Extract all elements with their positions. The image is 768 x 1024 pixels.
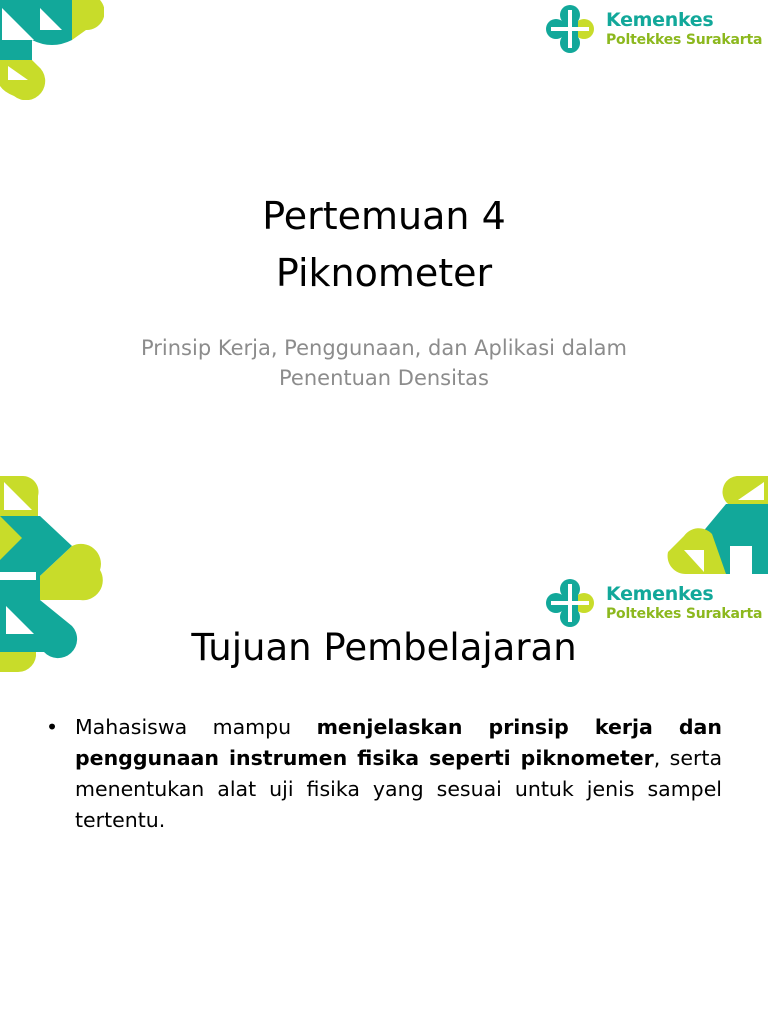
bullet-text-part-2: , serta menentukan alat uji fisika yang sesuai untuk jenis sampel tertentu. bbox=[75, 746, 723, 832]
logo-line-2: Poltekkes Surakarta bbox=[606, 32, 763, 48]
slide-2 bbox=[0, 448, 768, 1024]
decorative-pattern-top-left bbox=[0, 0, 104, 100]
logo-line-2: Poltekkes Surakarta bbox=[606, 606, 763, 622]
slide-title-line-2: Piknometer bbox=[275, 251, 493, 295]
decorative-pattern-right bbox=[664, 476, 768, 576]
bullet-list bbox=[46, 712, 722, 836]
kemenkes-logo-slide-2 bbox=[542, 576, 762, 630]
bullet-text-bold: menjelaskan prinsip kerja dan penggunaan instrumen fisika seperti piknometer bbox=[75, 715, 722, 770]
logo-line-1: Kemenkes bbox=[606, 583, 714, 605]
section-heading: Tujuan Pembelajaran bbox=[191, 626, 577, 669]
bullet-icon: • bbox=[46, 715, 59, 739]
slide-title-line-1: Pertemuan 4 bbox=[262, 194, 506, 238]
slide-subtitle-line-1: Prinsip Kerja, Penggunaan, dan Aplikasi dalam bbox=[140, 336, 628, 360]
kemenkes-logo bbox=[542, 2, 762, 56]
list-item bbox=[46, 712, 722, 836]
kemenkes-logo-icon bbox=[542, 576, 598, 630]
logo-line-1: Kemenkes bbox=[606, 9, 714, 31]
slide-subtitle-line-2: Penentuan Densitas bbox=[279, 366, 489, 390]
kemenkes-logo-icon bbox=[542, 2, 598, 56]
bullet-text-part-1: Mahasiswa mampu bbox=[75, 715, 317, 739]
